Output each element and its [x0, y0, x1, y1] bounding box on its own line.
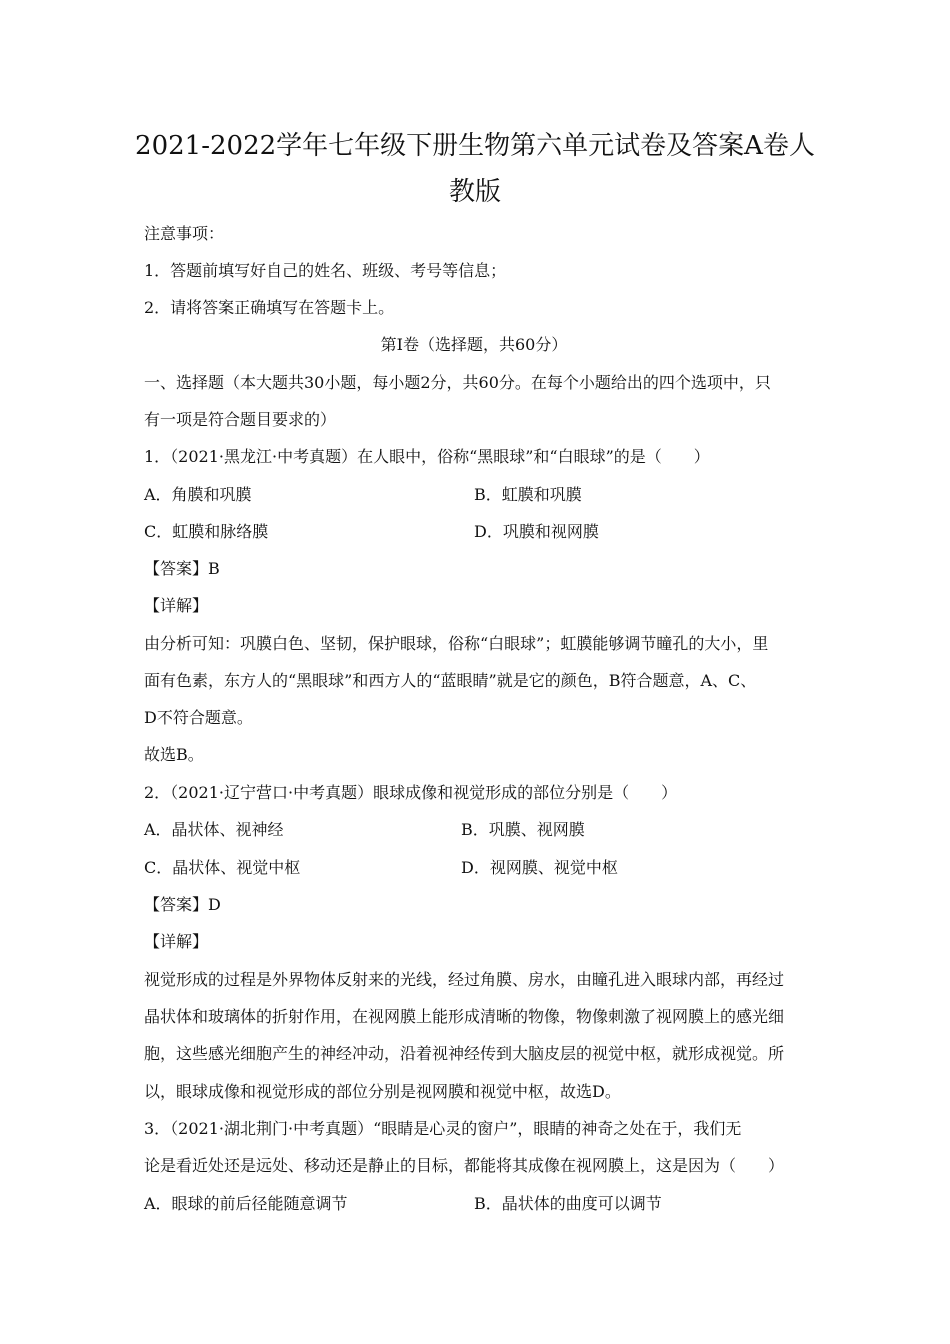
- question-1-detail-line-1: 由分析可知：巩膜白色、坚韧，保护眼球，俗称“白眼球”；虹膜能够调节瞳孔的大小，里: [144, 634, 769, 653]
- notice-header: 注意事项：: [144, 224, 225, 243]
- question-2-detail-label: 【详解】: [144, 932, 209, 951]
- question-3-stem-line-1: 3．（2021·湖北荆门·中考真题）“眼睛是心灵的窗户”，眼睛的神奇之处在于，我们无: [144, 1119, 742, 1138]
- question-2-option-c: C．晶状体、视觉中枢: [144, 858, 301, 877]
- question-2-detail-line-4: 以，眼球成像和视觉形成的部位分别是视网膜和视觉中枢，故选D。: [144, 1082, 621, 1101]
- question-1-stem: 1．（2021·黑龙江·中考真题）在人眼中，俗称“黑眼球”和“白眼球”的是（ ）: [144, 447, 710, 466]
- question-3-option-b: B．晶状体的曲度可以调节: [474, 1194, 662, 1213]
- question-3-option-a: A．眼球的前后径能随意调节: [144, 1194, 348, 1213]
- question-1-answer: 【答案】B: [144, 559, 220, 578]
- question-2-option-a: A．晶状体、视神经: [144, 820, 284, 839]
- document-title-line-1: 2021-2022学年七年级下册生物第六单元试卷及答案A卷人: [135, 131, 815, 161]
- question-2-detail-line-2: 晶状体和玻璃体的折射作用，在视网膜上能形成清晰的物像，物像刺激了视网膜上的感光细: [144, 1007, 785, 1026]
- question-3-stem-line-2: 论是看近处还是远处、移动还是静止的目标，都能将其成像在视网膜上，这是因为（ ）: [144, 1156, 785, 1175]
- notice-item-2: 2．请将答案正确填写在答题卡上。: [144, 298, 395, 317]
- part-intro-line-2: 有一项是符合题目要求的）: [144, 410, 337, 429]
- question-1-option-a: A．角膜和巩膜: [144, 485, 252, 504]
- part-intro-line-1: 一、选择题（本大题共30小题，每小题2分，共60分。在每个小题给出的四个选项中，只: [144, 373, 771, 392]
- question-1-detail-label: 【详解】: [144, 596, 209, 615]
- document-title-line-2: 教版: [448, 177, 501, 207]
- question-2-detail-line-1: 视觉形成的过程是外界物体反射来的光线，经过角膜、房水，由瞳孔进入眼球内部，再经过: [144, 970, 785, 989]
- question-1-detail-line-3: D不符合题意。: [144, 708, 253, 727]
- question-1-conclusion: 故选B。: [144, 745, 204, 764]
- section-title: 第I卷（选择题，共60分）: [380, 335, 568, 354]
- notice-item-1: 1．答题前填写好自己的姓名、班级、考号等信息；: [144, 261, 507, 280]
- question-2-answer: 【答案】D: [144, 895, 221, 914]
- question-2-detail-line-3: 胞，这些感光细胞产生的神经冲动，沿着视神经传到大脑皮层的视觉中枢，就形成视觉。所: [144, 1044, 785, 1063]
- question-2-option-b: B．巩膜、视网膜: [461, 820, 585, 839]
- question-2-stem: 2．（2021·辽宁营口·中考真题）眼球成像和视觉形成的部位分别是（ ）: [144, 783, 678, 802]
- question-1-detail-line-2: 面有色素，东方人的“黑眼球”和西方人的“蓝眼睛”就是它的颜色，B符合题意，A、C、: [144, 671, 757, 690]
- question-1-option-b: B．虹膜和巩膜: [474, 485, 582, 504]
- question-2-option-d: D．视网膜、视觉中枢: [461, 858, 618, 877]
- question-1-option-d: D．巩膜和视网膜: [474, 522, 599, 541]
- question-1-option-c: C．虹膜和脉络膜: [144, 522, 269, 541]
